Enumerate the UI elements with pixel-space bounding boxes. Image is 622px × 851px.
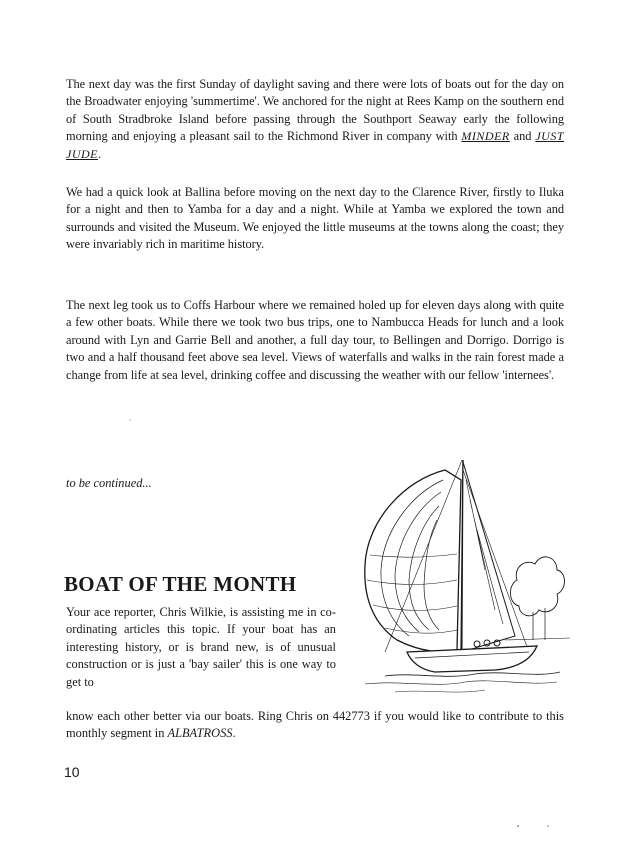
paragraph-text: and (509, 129, 536, 144)
paragraph-text: . (232, 726, 236, 741)
boat-name-minder: MINDER (461, 129, 510, 144)
to-be-continued: to be continued... (66, 476, 152, 490)
paragraph-text: The next day was the first Sunday of daylight saving and there were lots of boats out for the day on the Broadwater enjoying 'summertime'. We anchored for the night at Rees Kamp on the southern end of South Stradbroke Island before passing through the Southport Seaway early the following morning and enjoying a pleasant sail to the Richmond River in company with (66, 77, 564, 144)
boat-of-month-text: Your ace reporter, Chris Wilkie, is assisting me in co-ordinating articles this topic. If your boat has an interesting history, or is brand new, is of unusual construction or is just a 'bay sailer' this is one way to get to (66, 605, 336, 689)
boat-of-month-text-continued (66, 708, 564, 743)
story-paragraph-2: We had a quick look at Ballina before moving on the next day to the Clarence River, firstly to Iluka for a night and then to Yamba for a day and a night. While at Yamba we explored the town and surrounds and visited the Museum. We enjoyed the little museums at the towns along the coast; they were invariably rich in maritime history. (66, 185, 564, 252)
sailboat-illustration (345, 440, 570, 700)
magazine-title: ALBATROSS (167, 726, 233, 741)
story-paragraph-1 (66, 76, 564, 163)
paragraph-text: know each other better via our boats. Ring Chris on 442773 if you would like to contribute to this monthly segment in (66, 709, 564, 741)
paragraph-text: . (98, 146, 102, 161)
story-paragraph-3: The next leg took us to Coffs Harbour where we remained holed up for eleven days along with quite a few other boats. While there we took two bus trips, one to Nambucca Heads for lunch and a look around with Lyn and Garrie Bell and another, a full day tour, to Bellingen and Dorrigo. Dorrigo is two and a half thousand feet above sea level. Views of waterfalls and walks in the rain forest made a change from life at sea level, drinking coffee and discussing the weather with our fellow 'internees'. (66, 298, 564, 382)
page-number: 10 (64, 764, 80, 780)
boat-name-just-jude: JUST JUDE (66, 129, 565, 161)
boat-of-the-month-heading: BOAT OF THE MONTH (64, 572, 297, 596)
